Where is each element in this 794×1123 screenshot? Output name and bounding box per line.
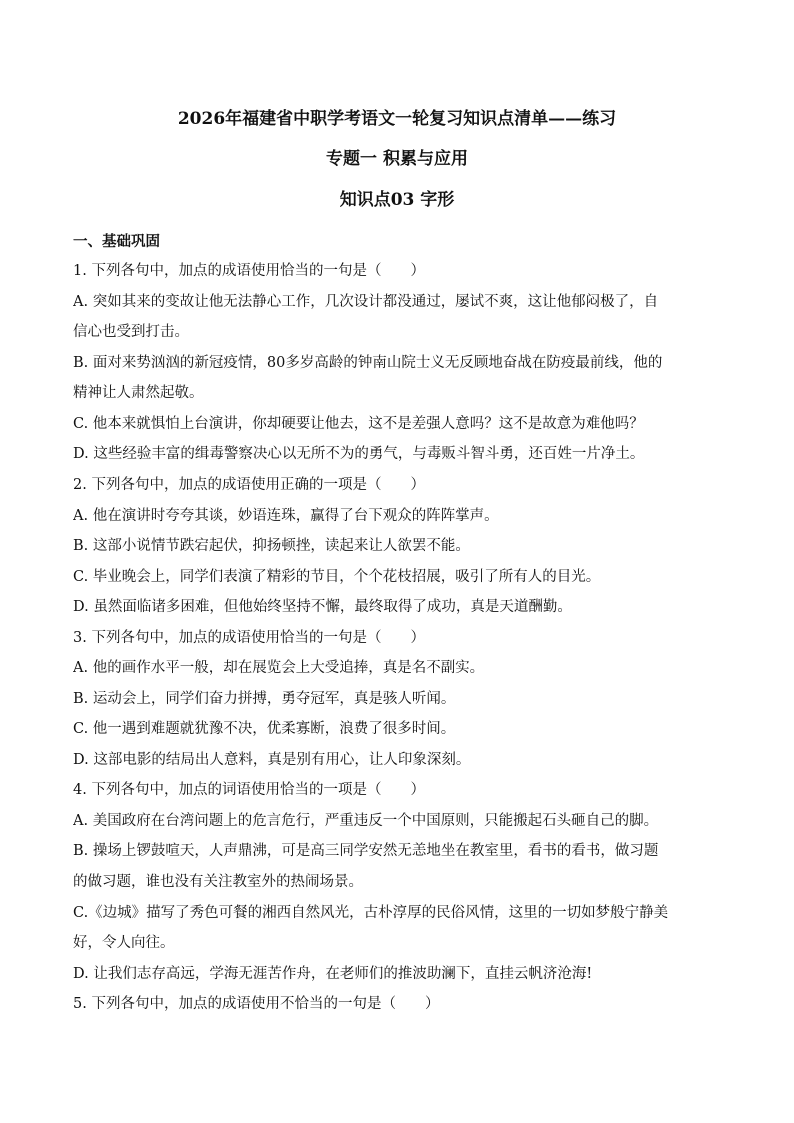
option-line: B. 操场上锣鼓喧天，人声鼎沸，可是高三同学安然无恙地坐在教室里，看书的看书，做习题	[73, 843, 659, 859]
option-line: B. 面对来势汹汹的新冠疫情，80多岁高龄的钟南山院士义无反顾地奋战在防疫最前线，他的	[73, 355, 663, 371]
option-line: C.《边城》描写了秀色可餐的湘西自然风光，古朴淳厚的民俗风情，这里的一切如梦般宁静美	[73, 905, 669, 921]
option-line: B. 这部小说情节跌宕起伏，抑扬顿挫，读起来让人欲罢不能。	[73, 538, 470, 554]
question-line: 4. 下列各句中，加点的词语使用恰当的一项是（ ）	[73, 782, 425, 798]
option-line-continued: 的做习题，谁也没有关注教室外的热闹场景。	[73, 874, 363, 890]
question-line: 5. 下列各句中，加点的成语使用不恰当的一句是（ ）	[73, 996, 440, 1012]
knowledge-point-title: 知识点03 字形	[339, 190, 455, 210]
option-line: A. 他的画作水平一般，却在展览会上大受追捧，真是名不副实。	[73, 660, 485, 676]
option-line: A. 突如其来的变故让他无法静心工作，几次设计都没通过，屡试不爽，这让他郁闷极了，自	[73, 294, 659, 310]
option-line: D. 这部电影的结局出人意料，真是别有用心，让人印象深刻。	[73, 752, 471, 768]
section-heading: 一、基础巩固	[73, 233, 160, 250]
option-line: B. 运动会上，同学们奋力拼搏，勇夺冠军，真是骇人听闻。	[73, 691, 456, 707]
option-line: C. 毕业晚会上，同学们表演了精彩的节目，个个花枝招展，吸引了所有人的目光。	[73, 569, 601, 585]
document-title: 2026年福建省中职学考语文一轮复习知识点清单——练习	[177, 109, 617, 129]
question-line: 1. 下列各句中，加点的成语使用恰当的一句是（ ）	[73, 263, 425, 279]
option-line: C. 他本来就惧怕上台演讲，你却硬要让他去，这不是差强人意吗？这不是故意为难他吗？	[73, 416, 644, 432]
option-line: D. 这些经验丰富的缉毒警察决心以无所不为的勇气，与毒贩斗智斗勇，还百姓一片净土。	[73, 446, 645, 462]
option-line: D. 虽然面临诸多困难，但他始终坚持不懈，最终取得了成功，真是天道酬勤。	[73, 599, 572, 615]
option-line: A. 他在演讲时夸夸其谈，妙语连珠，赢得了台下观众的阵阵掌声。	[73, 508, 499, 524]
option-line: A. 美国政府在台湾问题上的危言危行，严重违反一个中国原则，只能搬起石头砸自己的脚。	[73, 813, 659, 829]
option-line: D. 让我们志存高远，学海无涯苦作舟，在老师们的推波助澜下，直挂云帆济沧海!	[73, 966, 593, 982]
topic-title: 专题一 积累与应用	[326, 149, 468, 169]
question-line: 3. 下列各句中，加点的成语使用恰当的一句是（ ）	[73, 630, 425, 646]
option-line-continued: 好，令人向往。	[73, 935, 175, 951]
option-line-continued: 精神让人肃然起敬。	[73, 385, 204, 401]
option-line: C. 他一遇到难题就犹豫不决，优柔寡断，浪费了很多时间。	[73, 721, 456, 737]
option-line-continued: 信心也受到打击。	[73, 324, 189, 340]
question-line: 2. 下列各句中，加点的成语使用正确的一项是（ ）	[73, 477, 425, 493]
